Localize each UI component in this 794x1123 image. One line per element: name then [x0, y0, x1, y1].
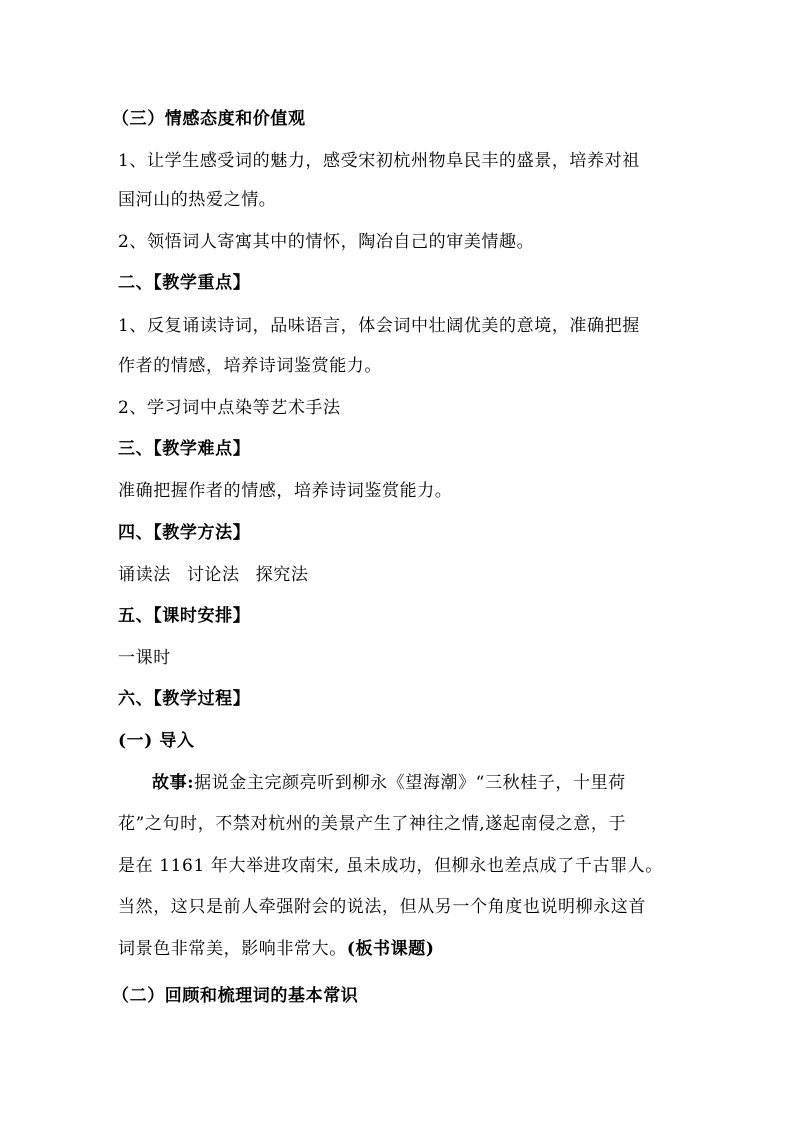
paragraph-emotion-1-line2: 国河山的热爱之情。 [118, 190, 277, 210]
board-title-note: (板书课题) [346, 939, 435, 959]
section-heading-methods: 四、【教学方法】 [118, 523, 251, 543]
story-line-2: 花”之句时，不禁对杭州的美景产生了神往之情,遂起南侵之意，于 [118, 814, 627, 834]
story-line-5 [118, 938, 688, 960]
section-heading-process: 六、【教学过程】 [118, 689, 251, 709]
story-label: 故事: [152, 773, 195, 793]
subsection-heading-review: （二）回顾和梳理词的基本常识 [112, 986, 359, 1006]
section-heading-schedule: 五、【课时安排】 [118, 606, 251, 626]
paragraph-emotion-1-line1: 1、让学生感受词的魅力，感受宋初杭州物阜民丰的盛景，培养对祖 [118, 151, 640, 171]
story-text-1: 据说金主完颜亮听到柳永《望海潮》“三秋桂子，十里荷 [194, 773, 626, 793]
paragraph-difficulties: 准确把握作者的情感，培养诗词鉴赏能力。 [118, 481, 453, 501]
paragraph-key-points-1-line1: 1、反复诵读诗词，品味语言，体会词中壮阔优美的意境，准确把握 [118, 316, 640, 336]
subsection-heading-intro: (一) 导入 [118, 731, 195, 751]
paragraph-schedule: 一课时 [118, 648, 171, 668]
paragraph-key-points-2: 2、学习词中点染等艺术手法 [118, 398, 341, 418]
method-item: 讨论法 [186, 565, 240, 585]
story-line-3: 是在 1161 年大举进攻南宋, 虽未成功，但柳永也差点成了千古罪人。 [118, 856, 663, 876]
story-line-4: 当然，这只是前人牵强附会的说法，但从另一个角度也说明柳永这首 [118, 897, 646, 917]
method-item: 探究法 [255, 565, 309, 585]
section-heading-key-points: 二、【教学重点】 [118, 273, 251, 293]
story-line-1 [152, 772, 688, 794]
paragraph-emotion-2: 2、领悟词人寄寓其中的情怀，陶冶自己的审美情趣。 [118, 232, 535, 252]
paragraph-key-points-1-line2: 作者的情感，培养诗词鉴赏能力。 [118, 356, 382, 376]
story-text-5: 词景色非常美，影响非常大。 [118, 939, 347, 959]
methods-list [118, 564, 688, 586]
method-item: 诵读法 [118, 565, 171, 585]
section-heading-emotion-values: （三）情感态度和价值观 [112, 109, 306, 129]
section-heading-difficulties: 三、【教学难点】 [118, 439, 251, 459]
